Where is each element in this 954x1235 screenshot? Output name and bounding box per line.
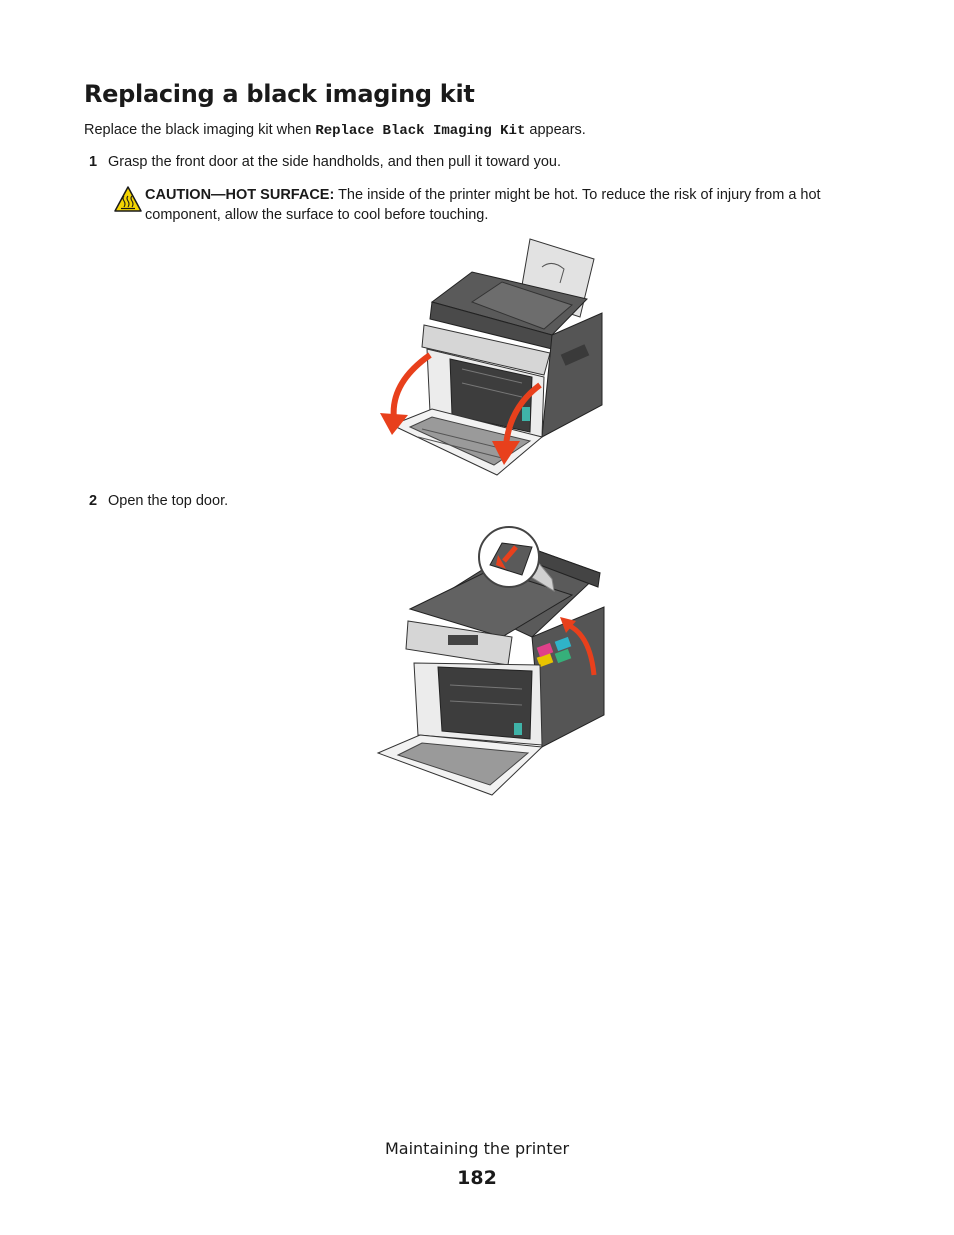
footer-section-title: Maintaining the printer xyxy=(384,1139,570,1158)
step-2-number: 2 xyxy=(89,493,98,509)
caution-text: The inside of the printer might be hot. To reduce the risk of injury from a hot component, allow the surface to cool before touching. xyxy=(145,187,821,223)
intro-paragraph xyxy=(84,122,586,139)
footer-page-number: 182 xyxy=(457,1167,497,1189)
intro-text-before: Replace the black imaging kit when xyxy=(84,122,316,138)
step-2-text: Open the top door. xyxy=(108,493,229,509)
page-title: Replacing a black imaging kit xyxy=(84,80,475,108)
intro-code-message: Replace Black Imaging Kit xyxy=(315,123,526,139)
caution-label: CAUTION—HOT SURFACE: xyxy=(145,187,335,203)
hot-surface-warning-icon xyxy=(113,185,143,213)
top-door-open-illustration xyxy=(372,525,606,799)
front-door-open-illustration xyxy=(372,237,606,481)
intro-text-after: appears. xyxy=(525,122,586,138)
step-1-text: Grasp the front door at the side handholds, and then pull it toward you. xyxy=(108,154,562,170)
step-1-number: 1 xyxy=(89,154,98,170)
caution-note xyxy=(145,185,875,225)
